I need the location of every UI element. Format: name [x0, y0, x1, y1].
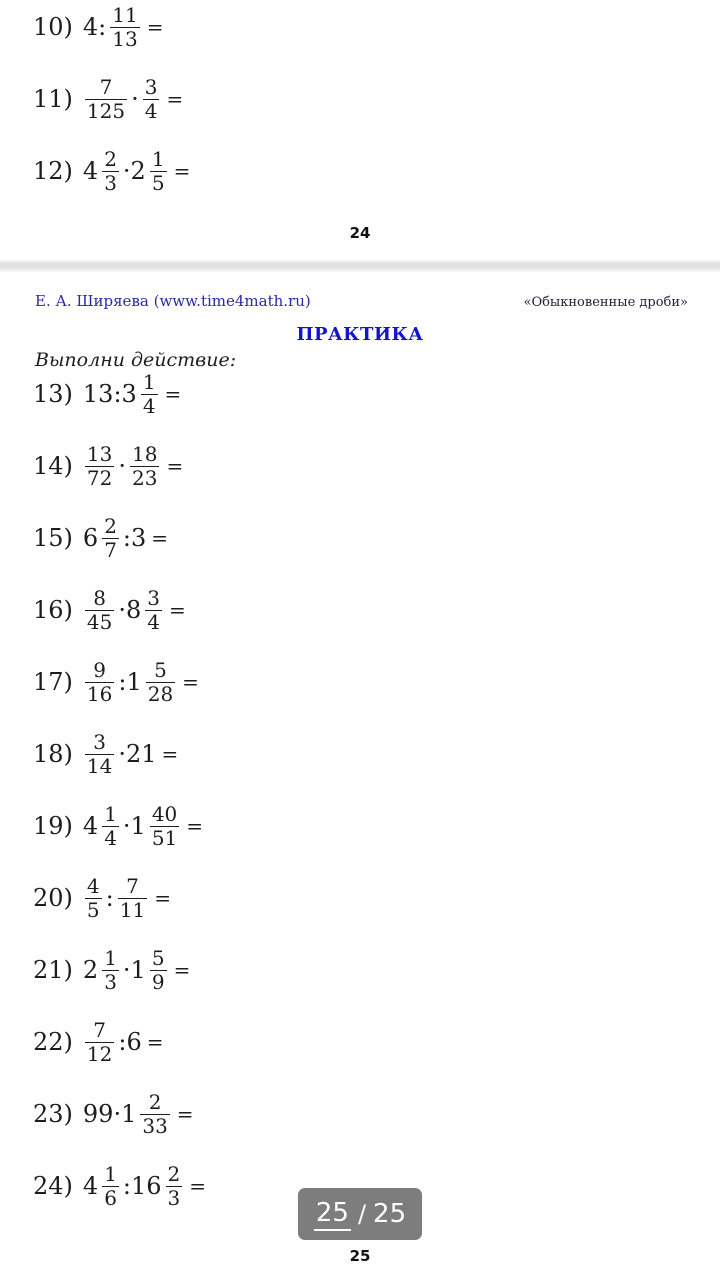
math-text: 4: [82, 13, 107, 41]
page-indicator [298, 1188, 422, 1240]
math-text: 4 [82, 812, 99, 840]
math-text: : [105, 884, 114, 912]
fraction-numerator: 1 [142, 370, 156, 395]
problem-expression [82, 515, 169, 561]
fraction [146, 659, 175, 705]
problem-expression [82, 371, 182, 417]
fraction [141, 371, 158, 417]
fraction-numerator: 13 [86, 442, 113, 467]
problem-row [0, 515, 720, 561]
problem-number: 18) [33, 740, 73, 768]
fraction-denominator: 14 [86, 753, 113, 778]
math-text: ·2 [122, 157, 146, 185]
total-pages-label: 25 [373, 1199, 407, 1229]
fraction-denominator: 4 [104, 825, 117, 850]
fraction-numerator: 4 [86, 874, 100, 899]
fraction-denominator: 28 [147, 681, 174, 706]
problem-row [0, 659, 720, 705]
fraction-numerator: 7 [99, 75, 113, 100]
current-page-input[interactable]: 25 [314, 1198, 351, 1231]
problem-number: 21) [33, 956, 73, 984]
fraction-numerator: 1 [104, 1162, 117, 1187]
problem-list-page25 [0, 371, 720, 1209]
fraction-denominator: 5 [86, 897, 100, 922]
page-24-number: 24 [349, 224, 371, 242]
math-text: 99·1 [82, 1100, 137, 1128]
fraction-numerator: 40 [151, 802, 178, 827]
fraction-denominator: 3 [104, 170, 117, 195]
math-text: :16 [122, 1172, 162, 1200]
problem-expression [82, 4, 165, 50]
math-text: ·8 [118, 596, 142, 624]
problem-expression [82, 803, 204, 849]
problem-expression [82, 1163, 207, 1209]
problem-expression [82, 148, 191, 194]
fraction-numerator: 2 [148, 1090, 162, 1115]
math-text: 6 [82, 524, 99, 552]
page-24 [0, 0, 720, 260]
problem-expression [82, 1019, 165, 1065]
section-title: ПРАКТИКА [296, 324, 424, 345]
fraction [110, 4, 139, 50]
page-indicator-separator: / [357, 1200, 367, 1228]
problem-row [0, 1019, 720, 1065]
math-text: = [161, 742, 179, 766]
math-text: ·21 [118, 740, 157, 768]
fraction [85, 587, 114, 633]
fraction [102, 1163, 119, 1209]
fraction-denominator: 11 [119, 897, 146, 922]
fraction-numerator: 8 [93, 586, 106, 611]
math-text: = [173, 159, 191, 183]
problem-number: 12) [33, 157, 73, 185]
problem-expression [82, 1091, 195, 1137]
page-25-number: 25 [349, 1247, 371, 1265]
math-text: = [176, 1102, 194, 1126]
problem-expression [82, 659, 200, 705]
math-text: ·1 [122, 812, 146, 840]
problem-row [0, 947, 720, 993]
fraction [85, 875, 102, 921]
fraction-denominator: 33 [142, 1113, 168, 1138]
fraction-numerator: 7 [126, 874, 139, 899]
problem-row [0, 76, 720, 122]
instruction-text: Выполни действие: [35, 349, 237, 371]
fraction-numerator: 3 [147, 586, 160, 611]
problem-number: 10) [33, 13, 73, 41]
math-text: = [189, 1174, 207, 1198]
problem-expression [82, 875, 172, 921]
math-text: 4 [82, 157, 99, 185]
fraction-denominator: 4 [142, 393, 156, 418]
fraction-numerator: 1 [104, 802, 117, 827]
fraction-numerator: 5 [154, 658, 167, 683]
fraction [102, 515, 119, 561]
problem-number: 11) [33, 85, 73, 113]
problem-row [0, 587, 720, 633]
fraction [130, 443, 159, 489]
problem-row [0, 443, 720, 489]
problem-expression [82, 443, 184, 489]
fraction-numerator: 3 [93, 730, 106, 755]
math-text: = [166, 87, 184, 111]
fraction [85, 76, 127, 122]
math-text: = [146, 1030, 164, 1054]
fraction [140, 1091, 169, 1137]
fraction-denominator: 3 [167, 1185, 181, 1210]
problem-row [0, 4, 720, 50]
fraction-numerator: 11 [112, 3, 138, 28]
math-text: 4 [82, 1172, 99, 1200]
fraction-denominator: 16 [86, 681, 113, 706]
problem-row [0, 875, 720, 921]
problem-row [0, 148, 720, 194]
fraction-numerator: 18 [132, 442, 158, 467]
fraction-numerator: 1 [104, 946, 117, 971]
math-text: = [151, 526, 169, 550]
fraction [85, 659, 114, 705]
problem-number: 15) [33, 524, 73, 552]
page-separator [0, 260, 720, 272]
fraction-denominator: 4 [144, 98, 158, 123]
fraction-denominator: 4 [147, 609, 160, 634]
fraction-denominator: 72 [86, 465, 113, 490]
math-text: :1 [118, 668, 142, 696]
fraction-numerator: 5 [151, 946, 165, 971]
fraction-denominator: 6 [104, 1185, 117, 1210]
math-text: :6 [118, 1028, 142, 1056]
problem-number: 16) [33, 596, 73, 624]
problem-number: 14) [33, 452, 73, 480]
math-text: · [131, 85, 139, 113]
fraction [150, 947, 167, 993]
fraction-denominator: 23 [132, 465, 158, 490]
problem-row [0, 1091, 720, 1137]
math-text: 2 [82, 956, 99, 984]
page-25 [0, 272, 720, 1280]
fraction [85, 731, 114, 777]
problem-row [0, 731, 720, 777]
fraction-denominator: 51 [151, 825, 178, 850]
math-text: = [169, 598, 186, 622]
problem-expression [82, 947, 191, 993]
fraction-denominator: 125 [86, 98, 126, 123]
fraction-numerator: 3 [144, 75, 158, 100]
math-text: = [164, 382, 182, 406]
problem-number: 19) [33, 812, 73, 840]
fraction [150, 803, 179, 849]
fraction [150, 148, 167, 194]
problem-number: 13) [33, 380, 73, 408]
problem-number: 24) [33, 1172, 73, 1200]
problem-row [0, 371, 720, 417]
fraction [102, 947, 119, 993]
fraction [143, 76, 160, 122]
page-header [0, 292, 720, 308]
fraction-numerator: 2 [167, 1162, 181, 1187]
math-text: = [146, 15, 164, 39]
fraction-numerator: 2 [104, 147, 117, 172]
fraction-denominator: 3 [104, 969, 117, 994]
math-text: = [173, 958, 191, 982]
fraction [118, 875, 147, 921]
math-text: = [186, 814, 204, 838]
problem-number: 22) [33, 1028, 73, 1056]
fraction [145, 587, 162, 633]
fraction-numerator: 2 [104, 514, 117, 539]
problem-number: 20) [33, 884, 73, 912]
problem-row [0, 803, 720, 849]
fraction-denominator: 5 [151, 170, 165, 195]
math-text: · [118, 452, 126, 480]
math-text: = [154, 886, 171, 910]
fraction-numerator: 1 [151, 147, 165, 172]
fraction-numerator: 9 [93, 658, 106, 683]
fraction [102, 148, 119, 194]
author-website-link[interactable]: Е. А. Ширяева (www.time4math.ru) [35, 292, 311, 310]
fraction-denominator: 13 [112, 26, 138, 51]
problem-expression [82, 76, 184, 122]
problem-expression [82, 587, 187, 633]
problem-list-page24 [0, 4, 720, 194]
math-text: = [182, 670, 199, 694]
document-subtitle: «Обыкновенные дроби» [523, 295, 688, 310]
problem-number: 17) [33, 668, 73, 696]
math-text: :3 [122, 524, 147, 552]
math-text: = [166, 454, 184, 478]
fraction-numerator: 7 [93, 1018, 106, 1043]
math-text: 13:3 [82, 380, 137, 408]
fraction-denominator: 45 [86, 609, 113, 634]
problem-number: 23) [33, 1100, 73, 1128]
fraction [102, 803, 119, 849]
math-text: ·1 [122, 956, 146, 984]
fraction [85, 443, 114, 489]
fraction [85, 1019, 114, 1065]
fraction-denominator: 12 [86, 1041, 113, 1066]
problem-expression [82, 731, 179, 777]
fraction [166, 1163, 183, 1209]
fraction-denominator: 9 [151, 969, 165, 994]
fraction-denominator: 7 [104, 537, 117, 562]
